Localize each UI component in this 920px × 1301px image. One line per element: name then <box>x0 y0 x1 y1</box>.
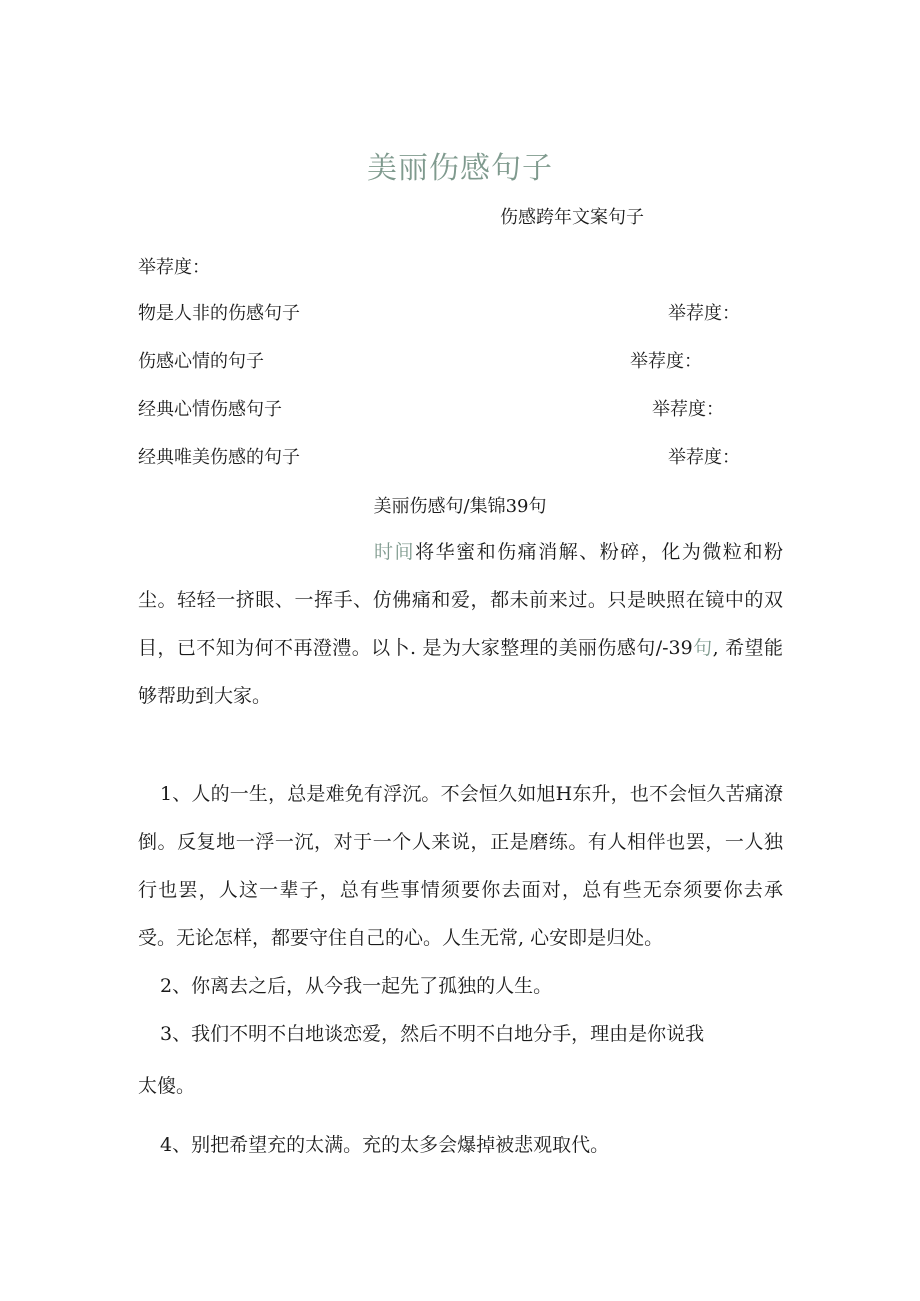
sentence-item: 3、我们不明不白地谈恋爱，然后不明不白地分手，理由是你说我 <box>160 1023 705 1045</box>
list-item-rec: 举荐度： <box>668 447 740 468</box>
collection-title: 美丽伤感句/集锦39句 <box>373 496 547 517</box>
sentence-item: 1、人的一生，总是难免有浮沉。不会恒久如旭H东升，也不会恒久苦痛潦倒。反复地一浮一沉，对于一个人来说，正是磨练。有人相伴也罢，一人独行也罢，人这一辈子，总有些事情须要你去面对，总有些无奈须要你去承受。无论怎样，都要守住自己的心。人生无常, 心安即是归处。 <box>138 783 783 949</box>
list-item-title: 物是人非的伤感句子 <box>138 303 300 324</box>
subtitle: 伤感跨年文案句子 <box>500 207 644 228</box>
page-title: 美丽伤感句子 <box>367 151 553 186</box>
intro-text-1: 将华蜜和伤痛消解、粉碎，化为微粒和粉尘。轻轻一挤眼、一挥手、仿佛痛和爱，都未前来过。只是映照在镜中的双目，已不知为何不再澄澧。以卜. 是为大家整理的美丽伤感句/-39 <box>138 541 783 659</box>
list-item-title: 经典唯美伤感的句子 <box>138 447 300 468</box>
sentence-item-continued: 太傻。 <box>138 1075 196 1097</box>
rec-label: 举荐度： <box>138 257 210 278</box>
intro-paragraph <box>138 528 783 720</box>
list-item-rec: 举荐度： <box>630 351 702 372</box>
sentence-item: 2、你离去之后，从今我一起先了孤独的人生。 <box>160 975 553 997</box>
list-item-title: 经典心情伤感句子 <box>138 399 282 420</box>
list-item-title: 伤感心情的句子 <box>138 351 264 372</box>
intro-text-2: , 希望能够帮助到大家。 <box>138 637 783 707</box>
intro-accent-mid: 句 <box>692 637 713 659</box>
sentence-item: 4、别把希望充的太满。充的太多会爆掉被悲观取代。 <box>160 1134 610 1156</box>
intro-accent-start: 时间 <box>374 541 416 563</box>
list-item-rec: 举荐度： <box>668 303 740 324</box>
list-item-rec: 举荐度： <box>652 399 724 420</box>
